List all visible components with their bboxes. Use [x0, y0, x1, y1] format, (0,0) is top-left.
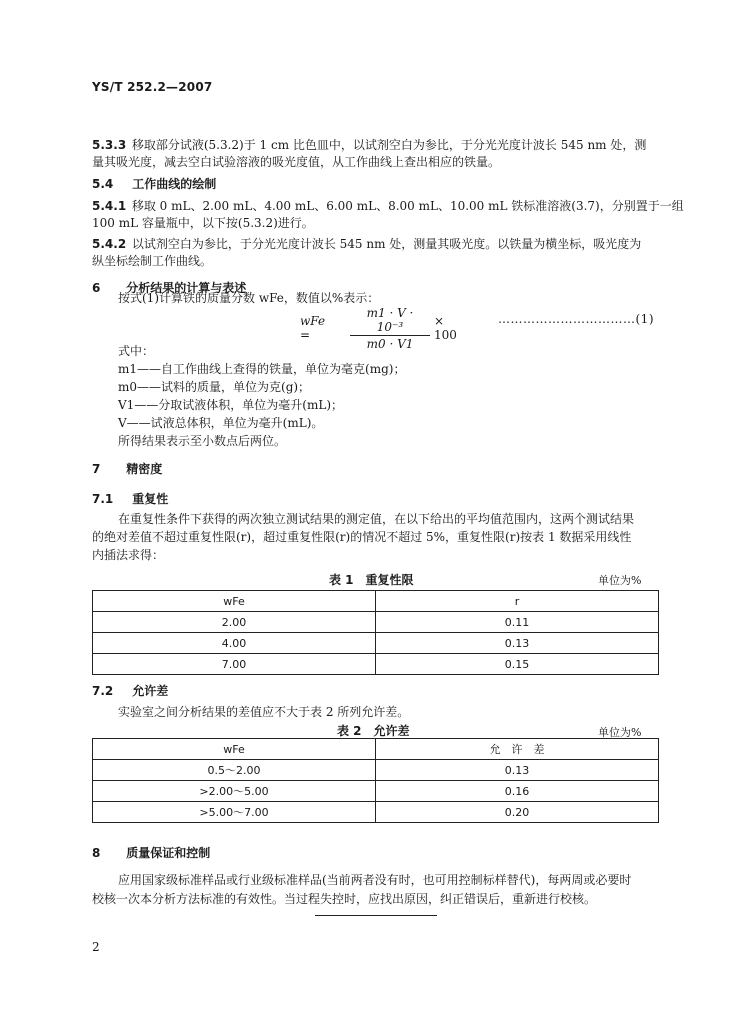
table-row	[93, 802, 659, 823]
table-1	[92, 590, 659, 675]
heading-title: 分析结果的计算与表述	[126, 281, 247, 295]
fraction-bar	[350, 335, 430, 336]
heading-number: 7	[92, 462, 101, 476]
repeatability-text-1: 在重复性条件下获得的两次独立测试结果的测定值，在以下给出的平均值范围内，这两个测试结果	[118, 512, 635, 526]
table-header-cell: wFe	[93, 739, 376, 760]
table-cell: 0.13	[376, 633, 659, 654]
heading-number: 7.2	[92, 684, 114, 698]
heading-number: 5.4	[92, 177, 114, 191]
formula-intro: 按式(1)计算铁的质量分数 wFe，数值以%表示：	[118, 291, 380, 305]
clause-5-3-3	[92, 137, 646, 153]
table-2-unit: 单位为%	[598, 726, 642, 739]
table-row	[93, 633, 659, 654]
clause-5-3-3-cont: 量其吸光度，减去空白试验溶液的吸光度值，从工作曲线上查出相应的铁量。	[92, 155, 501, 169]
where-label: 式中：	[118, 344, 155, 358]
heading-title: 精密度	[126, 462, 163, 476]
table-cell: 0.20	[376, 802, 659, 823]
end-rule	[315, 915, 437, 916]
table-cell: 2.00	[93, 612, 376, 633]
heading-number: 8	[92, 846, 101, 860]
heading-5-4	[92, 176, 216, 192]
clause-text: 移取 0 mL、2.00 mL、4.00 mL、6.00 mL、8.00 mL、10.00 mL 铁标准溶液(3.7)，分别置于一组	[131, 199, 684, 213]
heading-title: 质量保证和控制	[126, 846, 211, 860]
rounding-note: 所得结果表示至小数点后两位。	[118, 434, 287, 448]
table-1-caption: 表 1 重复性限	[329, 573, 414, 587]
tolerance-text: 实验室之间分析结果的差值应不大于表 2 所列允许差。	[118, 705, 410, 719]
table-header-row	[93, 591, 659, 612]
table-row	[93, 781, 659, 802]
heading-title: 重复性	[132, 492, 169, 506]
table-header-cell: 允 许 差	[376, 739, 659, 760]
table-cell: 4.00	[93, 633, 376, 654]
table-cell: 0.16	[376, 781, 659, 802]
table-header-cell: r	[376, 591, 659, 612]
clause-number: 5.4.1	[92, 199, 127, 213]
page-number: 2	[92, 940, 100, 954]
table-row	[93, 654, 659, 675]
table-cell: 0.11	[376, 612, 659, 633]
table-1-unit: 单位为%	[598, 574, 642, 587]
table-header-cell: wFe	[93, 591, 376, 612]
definition-v1: V1——分取试液体积，单位为毫升(mL)；	[118, 398, 344, 412]
formula-lhs: wFe =	[300, 314, 326, 342]
table-cell: 0.5～2.00	[93, 760, 376, 781]
formula-fraction	[350, 306, 430, 351]
heading-7-1	[92, 491, 168, 507]
clause-5-4-2	[92, 236, 641, 252]
clause-5-4-1	[92, 198, 684, 214]
definition-m0: m0——试料的质量，单位为克(g)；	[118, 380, 311, 394]
heading-number: 7.1	[92, 492, 114, 506]
heading-number: 6	[92, 281, 101, 295]
table-2	[92, 738, 659, 823]
repeatability-text-2: 的绝对差值不超过重复性限(r)，超过重复性限(r)的情况不超过 5%，重复性限(r)按表 1 数据采用线性	[92, 530, 632, 544]
clause-number: 5.4.2	[92, 237, 127, 251]
table-cell: >5.00～7.00	[93, 802, 376, 823]
heading-title: 允许差	[132, 684, 169, 698]
clause-number: 5.3.3	[92, 138, 127, 152]
heading-7-2	[92, 683, 168, 699]
heading-8	[92, 845, 210, 861]
heading-7	[92, 461, 162, 477]
standard-header: YS/T 252.2—2007	[92, 80, 213, 94]
table-row	[93, 612, 659, 633]
definition-m1: m1——自工作曲线上查得的铁量，单位为毫克(mg)；	[118, 362, 406, 376]
clause-5-4-1-cont: 100 mL 容量瓶中，以下按(5.3.2)进行。	[92, 216, 314, 230]
formula-rhs: × 100	[434, 314, 457, 342]
definition-v: V——试液总体积，单位为毫升(mL)。	[118, 416, 324, 430]
repeatability-text-3: 内插法求得：	[92, 548, 165, 562]
heading-title: 工作曲线的绘制	[132, 177, 217, 191]
quality-text-2: 校核一次本分析方法标准的有效性。当过程失控时，应找出原因，纠正错误后，重新进行校核。	[92, 892, 597, 906]
table-cell: 7.00	[93, 654, 376, 675]
clause-5-4-2-cont: 纵坐标绘制工作曲线。	[92, 254, 213, 268]
table-cell: 0.15	[376, 654, 659, 675]
table-cell: 0.13	[376, 760, 659, 781]
quality-text-1: 应用国家级标准样品或行业级标准样品(当前两者没有时，也可用控制标样替代)，每两周或必要时	[118, 873, 632, 887]
table-2-caption: 表 2 允许差	[337, 724, 410, 738]
clause-text: 移取部分试液(5.3.2)于 1 cm 比色皿中，以试剂空白为参比，于分光光度计波长 545 nm 处，测	[131, 138, 647, 152]
formula-numerator: m1 · V · 10⁻³	[366, 306, 414, 334]
table-row	[93, 760, 659, 781]
formula-denominator: m0 · V1	[366, 337, 414, 351]
clause-text: 以试剂空白为参比，于分光光度计波长 545 nm 处，测量其吸光度。以铁量为横坐标，吸光度为	[131, 237, 642, 251]
table-header-row	[93, 739, 659, 760]
equation-number: ……………………………(1)	[498, 312, 654, 326]
table-cell: >2.00～5.00	[93, 781, 376, 802]
